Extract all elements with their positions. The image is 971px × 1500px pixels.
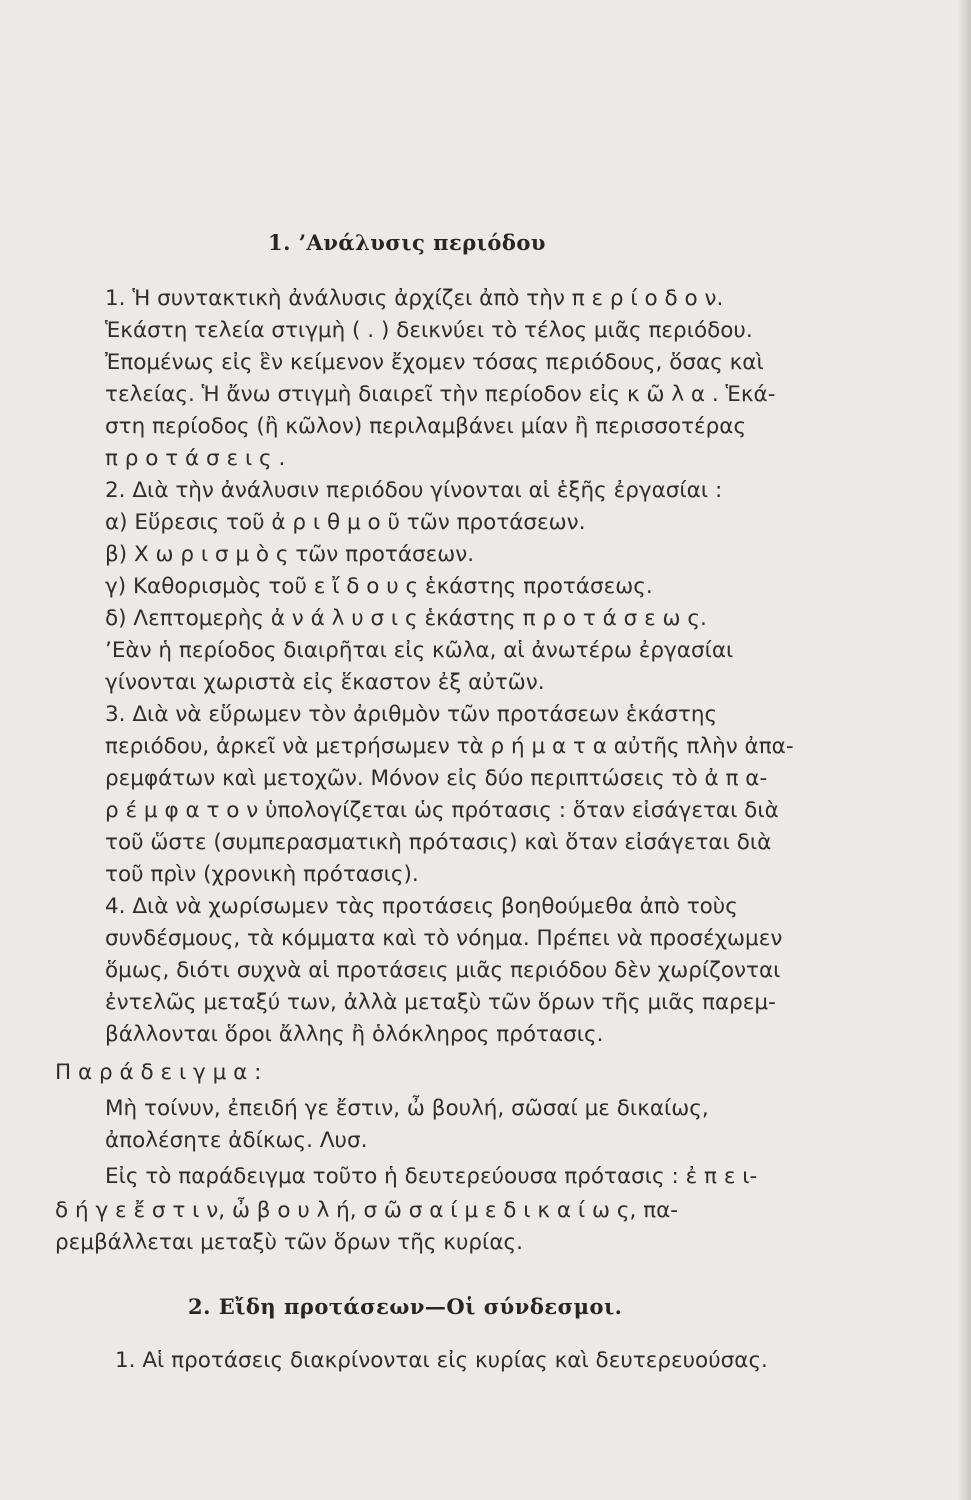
text-line: 1. Ἡ συντακτικὴ ἀνάλυσις ἀρχίζει ἀπὸ τὴν π ε ρ ί ο δ ο ν. (105, 286, 724, 311)
example-quote: ἀπολέσητε ἀδίκως. Λυσ. (105, 1128, 368, 1153)
text-line: ρεμβάλλεται μεταξὺ τῶν ὅρων τῆς κυρίας. (55, 1230, 523, 1255)
text-line: 1. Αἱ προτάσεις διακρίνονται εἰς κυρίας καὶ δευτερευούσας. (115, 1348, 768, 1373)
text-line: γίνονται χωριστὰ εἰς ἕκαστον ἐξ αὐτῶν. (105, 670, 545, 695)
example-quote: Μὴ τοίνυν, ἐπειδή γε ἔστιν, ὦ βουλή, σῶσαί με δικαίως, (105, 1096, 709, 1121)
list-item: β) Χ ω ρ ι σ μ ὸ ς τῶν προτάσεων. (105, 542, 475, 567)
text-line: τοῦ ὥστε (συμπερασματικὴ πρότασις) καὶ ὅταν εἰσάγεται διὰ (105, 830, 772, 855)
text-line: Ἐπομένως εἰς ἓν κείμενον ἔχομεν τόσας περιόδους, ὅσας καὶ (105, 350, 764, 375)
text-line: ὅμως, διότι συχνὰ αἱ προτάσεις μιᾶς περιόδου δὲν χωρίζονται (105, 958, 781, 983)
section-2-heading: 2. Εἴδη προτάσεων—Οἱ σύνδεσμοι. (188, 1294, 623, 1319)
text-line: τοῦ πρὶν (χρονικὴ πρότασις). (105, 862, 419, 887)
text-line: 3. Διὰ νὰ εὕρωμεν τὸν ἀριθμὸν τῶν προτάσεων ἑκάστης (105, 702, 718, 727)
text-line: στη περίοδος (ἢ κῶλον) περιλαμβάνει μίαν ἢ περισσοτέρας (105, 414, 747, 439)
list-item: γ) Καθορισμὸς τοῦ ε ἴ δ ο υ ς ἑκάστης προτάσεως. (105, 574, 653, 599)
text-line: 4. Διὰ νὰ χωρίσωμεν τὰς προτάσεις βοηθούμεθα ἀπὸ τοὺς (105, 894, 738, 919)
text-line: Ἑκάστη τελεία στιγμὴ ( . ) δεικνύει τὸ τέλος μιᾶς περιόδου. (105, 318, 753, 343)
text-line: ’Εὰν ἡ περίοδος διαιρῆται εἰς κῶλα, αἱ ἀνωτέρω ἐργασίαι (105, 638, 734, 663)
text-line: συνδέσμους, τὰ κόμματα καὶ τὸ νόημα. Πρέπει νὰ προσέχωμεν (105, 926, 783, 951)
text-line: δ ή γ ε ἔ σ τ ι ν, ὦ β ο υ λ ή, σ ῶ σ α ί μ ε δ ι κ α ί ω ς, πα- (55, 1198, 679, 1223)
text-line: βάλλονται ὅροι ἄλλης ἢ ὁλόκληρος πρότασις. (105, 1022, 604, 1047)
page-edge (957, 0, 971, 1500)
section-1-heading: 1. ’Ανάλυσις περιόδου (268, 230, 546, 255)
list-item: α) Εὕρεσις τοῦ ἀ ρ ι θ μ ο ῦ τῶν προτάσεων. (105, 510, 586, 535)
text-line: ρεμφάτων καὶ μετοχῶν. Μόνον εἰς δύο περιπτώσεις τὸ ἀ π α- (105, 766, 768, 791)
text-line: ἐντελῶς μεταξύ των, ἀλλὰ μεταξὺ τῶν ὅρων τῆς μιᾶς παρεμ- (105, 990, 776, 1015)
text-line: τελείας. Ἡ ἄνω στιγμὴ διαιρεῖ τὴν περίοδον εἰς κ ῶ λ α . Ἑκά- (105, 382, 776, 407)
list-item: δ) Λεπτομερὴς ἀ ν ά λ υ σ ι ς ἑκάστης π ρ ο τ ά σ ε ω ς. (105, 606, 707, 631)
text-line: 2. Διὰ τὴν ἀνάλυσιν περιόδου γίνονται αἱ ἑξῆς ἐργασίαι : (105, 478, 723, 503)
example-label: Π α ρ ά δ ε ι γ μ α : (55, 1060, 262, 1085)
text-line: περιόδου, ἀρκεῖ νὰ μετρήσωμεν τὰ ρ ή μ α τ α αὐτῆς πλὴν ἀπα- (105, 734, 794, 759)
text-line: π ρ ο τ ά σ ε ι ς . (105, 446, 286, 471)
text-line: Εἰς τὸ παράδειγμα τοῦτο ἡ δευτερεύουσα πρότασις : ἐ π ε ι- (105, 1164, 758, 1189)
text-line: ρ έ μ φ α τ ο ν ὑπολογίζεται ὡς πρότασις : ὅταν εἰσάγεται διὰ (105, 798, 779, 823)
